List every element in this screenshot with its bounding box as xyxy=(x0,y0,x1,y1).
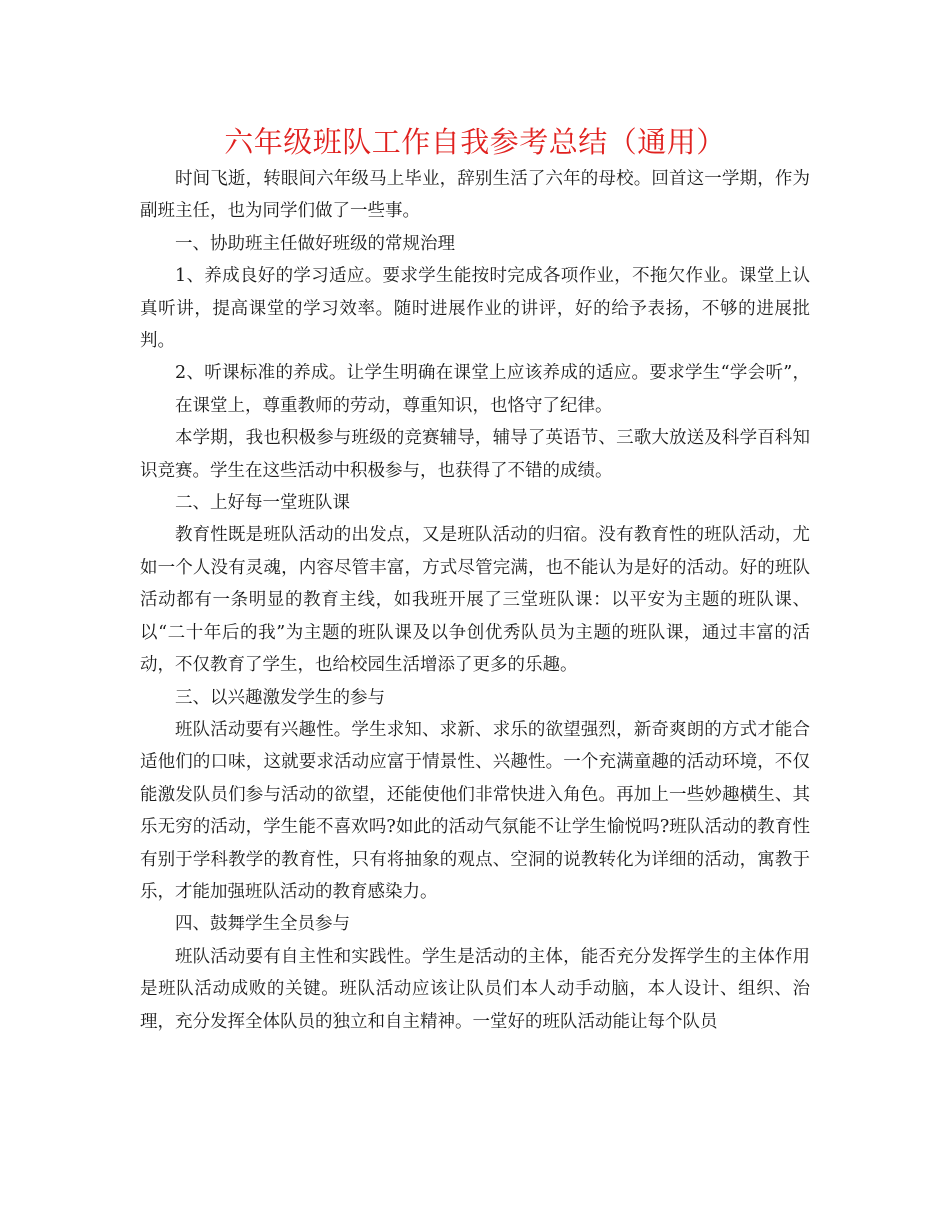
paragraph-interest: 班队活动要有兴趣性。学生求知、求新、求乐的欲望强烈，新奇爽朗的方式才能合适他们的口味，这就要求活动应富于情景性、兴趣性。一个充满童趣的活动环境，不仅能激发队员们参与活动的欲望，还能使他们非常快进入角色。再加上一些妙趣横生、其乐无穷的活动，学生能不喜欢吗?如此的活动气氛能不让学生愉悦吗?班队活动的教育性有别于学科教学的教育性，只有将抽象的观点、空洞的说教转化为详细的活动，寓教于乐，才能加强班队活动的教育感染力。 xyxy=(140,719,810,902)
paragraph-intro: 时间飞逝，转眼间六年级马上毕业，辞别生活了六年的母校。回首这一学期，作为副班主任，也为同学们做了一些事。 xyxy=(140,169,810,222)
paragraph-class-meeting: 教育性既是班队活动的出发点，又是班队活动的归宿。没有教育性的班队活动，尤如一个人没有灵魂，内容尽管丰富，方式尽管完满，也不能认为是好的活动。好的班队活动都有一条明显的教育主线，如我班开展了三堂班队课：以平安为主题的班队课、以“二十年后的我”为主题的班队课及以争创优秀队员为主题的班队课，通过丰富的活动，不仅教育了学生，也给校园生活增添了更多的乐趣。 xyxy=(140,525,810,676)
section-heading-3: 三、以兴趣激发学生的参与 xyxy=(175,687,385,708)
section-heading-2: 二、上好每一堂班队课 xyxy=(175,493,350,514)
document-title: 六年级班队工作自我参考总结（通用） xyxy=(224,125,726,159)
paragraph-listening: 2、听课标准的养成。让学生明确在课堂上应该养成的适应。要求学生“学会听”，在课堂上，尊重教师的劳动，尊重知识，也恪守了纪律。 xyxy=(175,363,810,416)
section-heading-4: 四、鼓舞学生全员参与 xyxy=(175,914,350,935)
paragraph-habits: 1、养成良好的学习适应。要求学生能按时完成各项作业，不拖欠作业。课堂上认真听讲，提高课堂的学习效率。随时进展作业的讲评，好的给予表扬，不够的进展批判。 xyxy=(140,266,810,352)
paragraph-participation: 班队活动要有自主性和实践性。学生是活动的主体，能否充分发挥学生的主体作用是班队活动成败的关键。班队活动应该让队员们本人动手动脑，本人设计、组织、治理，充分发挥全体队员的独立和自主精神。一堂好的班队活动能让每个队员 xyxy=(140,946,810,1032)
paragraph-competition: 本学期，我也积极参与班级的竞赛辅导，辅导了英语节、三歌大放送及科学百科知识竞赛。学生在这些活动中积极参与，也获得了不错的成绩。 xyxy=(140,428,810,481)
section-heading-1: 一、协助班主任做好班级的常规治理 xyxy=(175,233,455,254)
document-body xyxy=(140,163,810,1038)
